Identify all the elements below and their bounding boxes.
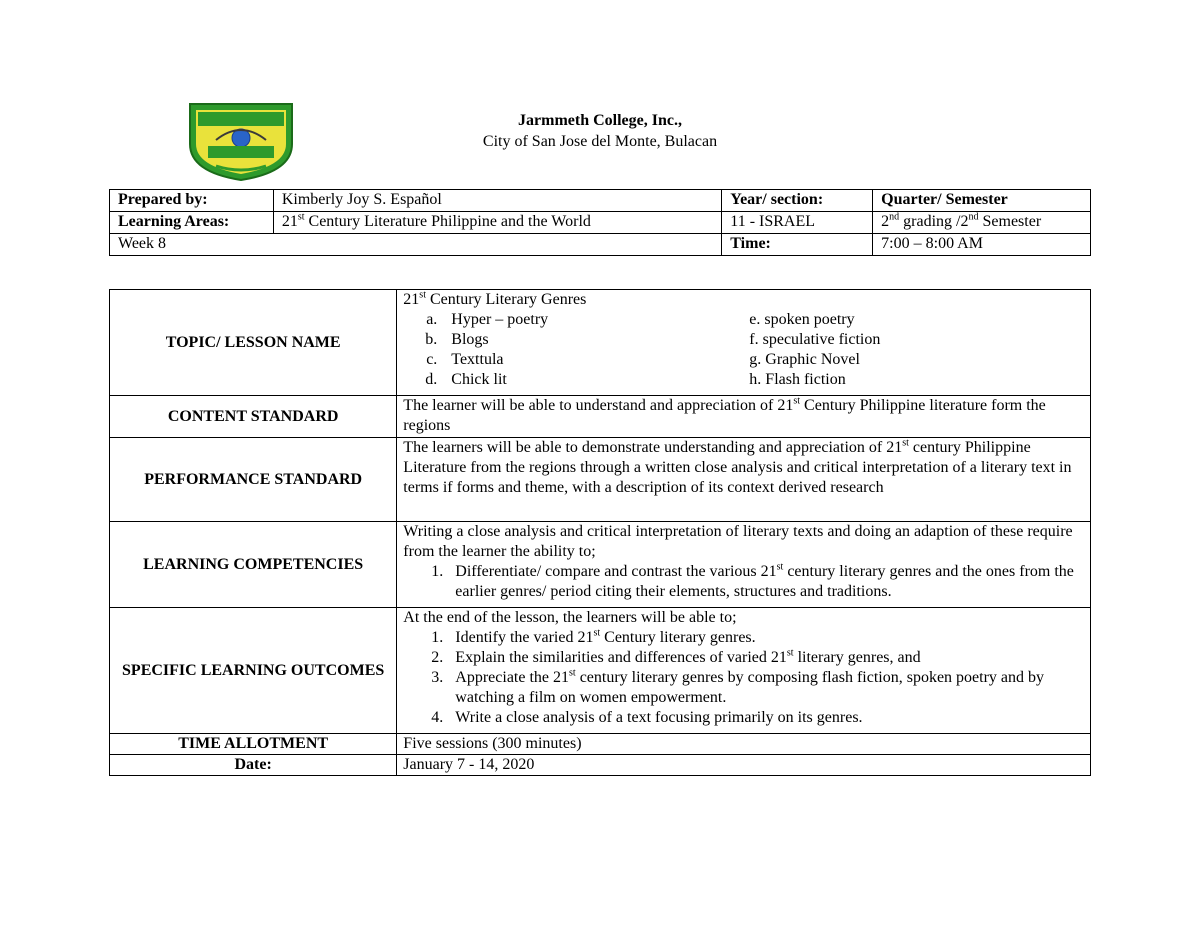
- date-label: Date:: [110, 755, 397, 776]
- list-item: 1. Differentiate/ compare and contrast the various 21st century literary genres and the ones from the earlier genres/ period citing their elements, structures and traditions.: [431, 561, 1074, 600]
- time-value: 7:00 – 8:00 AM: [873, 234, 1091, 256]
- institution-address: City of San Jose del Monte, Bulacan: [482, 133, 718, 150]
- performance-standard-value: The learners will be able to demonstrate understanding and appreciation of 21st century Philippine Literature from the regions through a written close analysis and critical interpretation of a literary text in terms if forms and theme, with a description of its context derived research: [397, 438, 1091, 522]
- year-section-label: Year/ section:: [722, 190, 873, 212]
- competencies-intro: Writing a close analysis and critical interpretation of literary texts and doing an adaption of these require from the learner the ability to;: [403, 523, 1073, 560]
- time-allotment-value: Five sessions (300 minutes): [397, 734, 1091, 755]
- time-label: Time:: [722, 234, 873, 256]
- list-item: 4. Write a close analysis of a text focusing primarily on its genres.: [431, 709, 863, 726]
- specific-outcomes-label: SPECIFIC LEARNING OUTCOMES: [110, 608, 397, 734]
- performance-standard-label: PERFORMANCE STANDARD: [110, 438, 397, 522]
- genre-item: h. Flash fiction: [749, 371, 846, 388]
- list-item: 2. Explain the similarities and differences of varied 21st literary genres, and: [431, 647, 921, 666]
- outcomes-intro: At the end of the lesson, the learners will be able to;: [403, 609, 737, 626]
- week-cell: Week 8: [110, 234, 722, 256]
- topic-value: [397, 290, 1091, 396]
- quarter-label: Quarter/ Semester: [873, 190, 1091, 212]
- institution-name: Jarmmeth College, Inc.,: [518, 112, 682, 129]
- learning-areas-label: Learning Areas:: [110, 212, 274, 234]
- genre-item: g. Graphic Novel: [749, 351, 860, 368]
- info-table: [109, 189, 1091, 256]
- date-value: January 7 - 14, 2020: [397, 755, 1091, 776]
- prepared-by-label: Prepared by:: [110, 190, 274, 212]
- specific-outcomes-value: [397, 608, 1091, 734]
- lesson-plan-table: [109, 289, 1091, 776]
- genre-item: d. Chick lit: [425, 371, 507, 388]
- content-standard-value: The learner will be able to understand and appreciation of 21st Century Philippine literature form the regions: [397, 396, 1091, 438]
- quarter-value: 2nd grading /2nd Semester: [873, 212, 1091, 234]
- learning-competencies-label: LEARNING COMPETENCIES: [110, 522, 397, 608]
- learning-competencies-value: [397, 522, 1091, 608]
- content-standard-label: CONTENT STANDARD: [110, 396, 397, 438]
- time-allotment-label: TIME ALLOTMENT: [110, 734, 397, 755]
- college-logo: [186, 100, 296, 182]
- genre-item: a. Hyper – poetry: [426, 311, 549, 328]
- topic-label: TOPIC/ LESSON NAME: [110, 290, 397, 396]
- genre-list: [403, 310, 1084, 390]
- topic-title: 21st Century Literary Genres: [403, 289, 587, 308]
- genre-item: b. Blogs: [425, 331, 489, 348]
- learning-areas-value: 21st Century Literature Philippine and the World: [273, 212, 721, 234]
- list-item: 3. Appreciate the 21st century literary genres by composing flash fiction, spoken poetry and by watching a film on women empowerment.: [431, 667, 1045, 706]
- genre-item: f. speculative fiction: [749, 331, 881, 348]
- genre-item: c. Texttula: [426, 351, 504, 368]
- year-section-value: 11 - ISRAEL: [722, 212, 873, 234]
- genre-item: e. spoken poetry: [749, 311, 855, 328]
- prepared-by-value: Kimberly Joy S. Español: [273, 190, 721, 212]
- list-item: 1. Identify the varied 21st Century literary genres.: [431, 627, 756, 646]
